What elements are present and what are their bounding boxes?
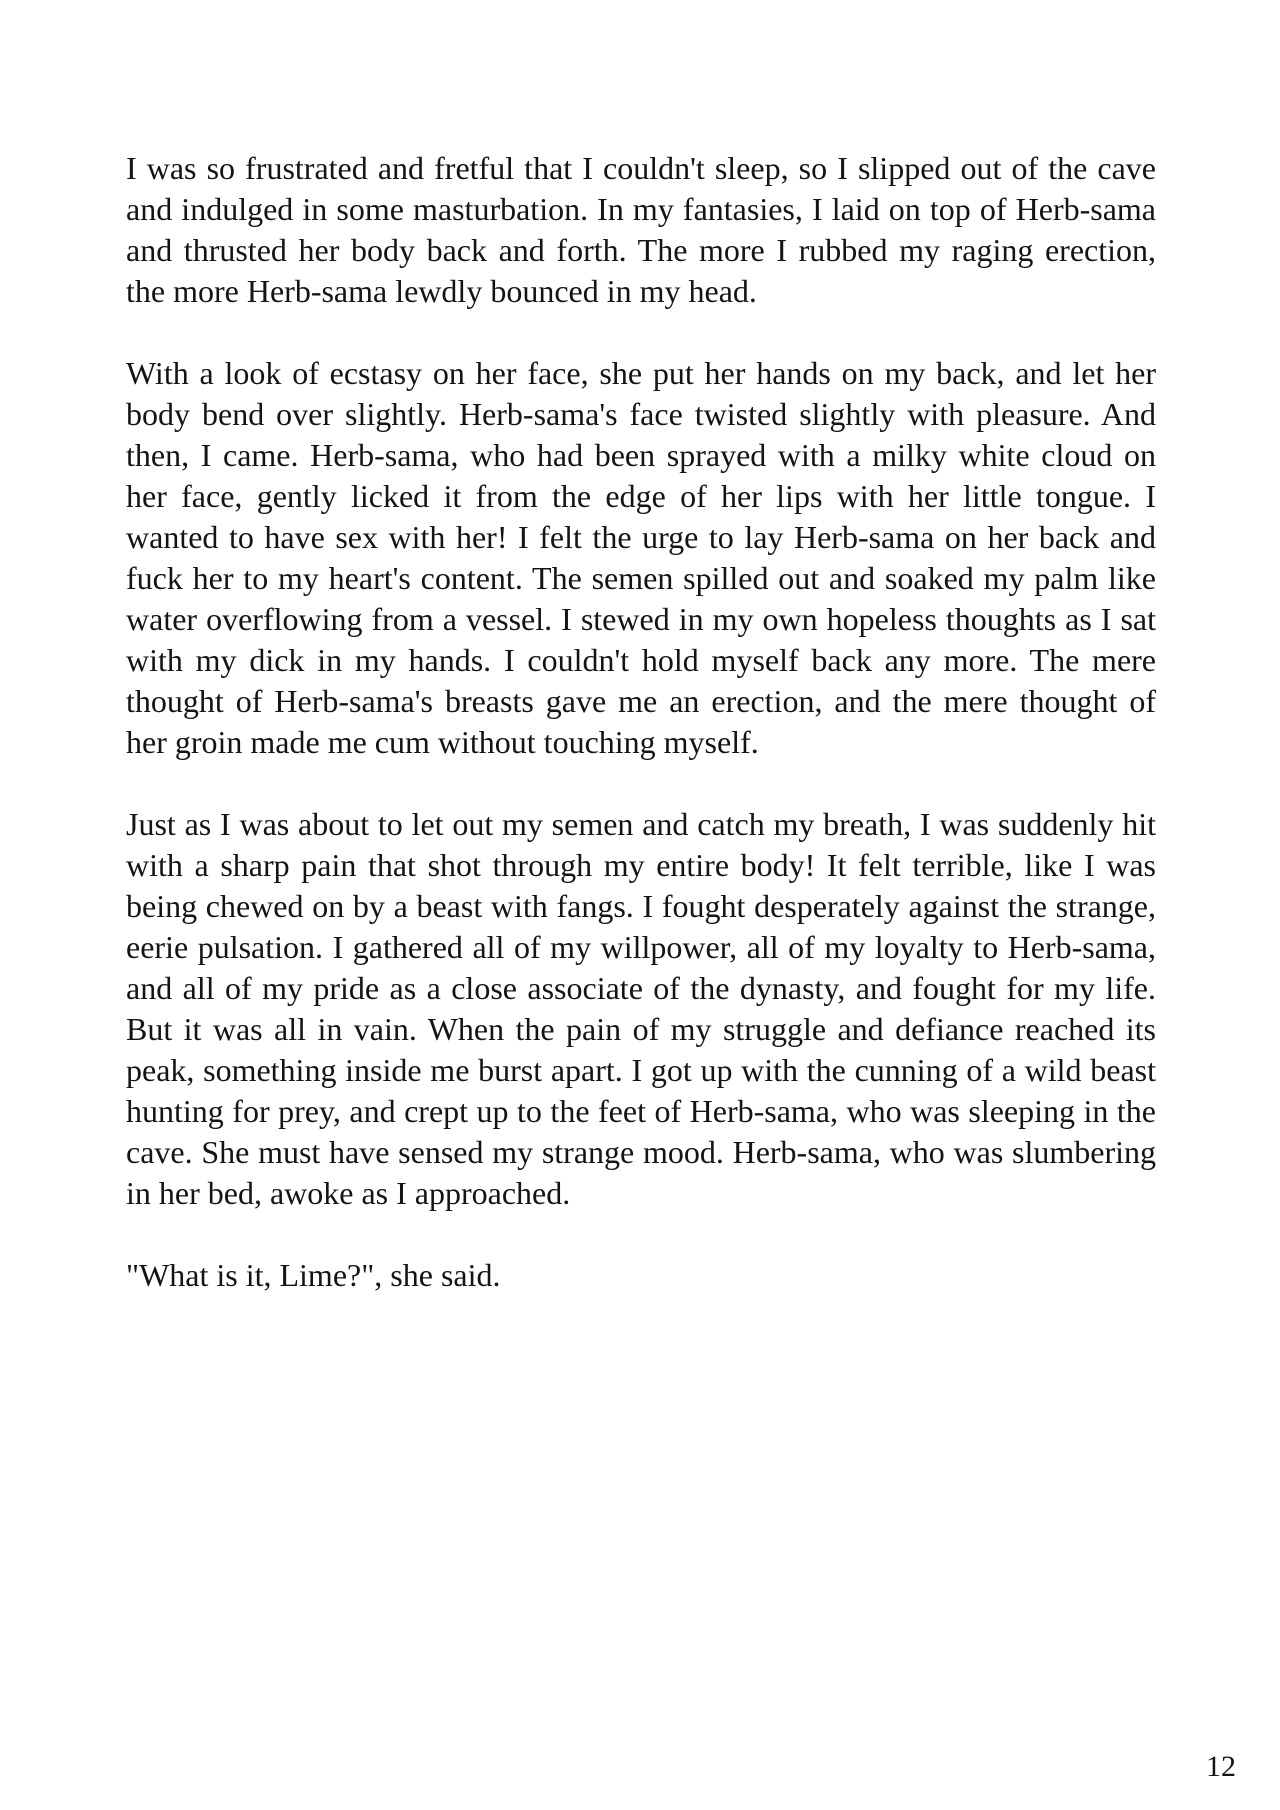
paragraph-2: With a look of ecstasy on her face, she put her hands on my back, and let her body bend over slightly. Herb-sama's face twisted slightly with pleasure. And then, I came. Herb-sama, who had been sprayed with a milky white cloud on her face, gently licked it from the edge of her lips with her little tongue. I wanted to have sex with her! I felt the urge to lay Herb-sama on her back and fuck her to my heart's content. The semen spilled out and soaked my palm like water overflowing from a vessel. I stewed in my own hopeless thoughts as I sat with my dick in my hands. I couldn't hold myself back any more. The mere thought of Herb-sama's breasts gave me an erection, and the mere thought of her groin made me cum without touching myself. bbox=[126, 355, 1156, 760]
paragraph-4: "What is it, Lime?", she said. bbox=[126, 1257, 501, 1293]
page-number: 12 bbox=[1206, 1750, 1236, 1783]
paragraph-1: I was so frustrated and fretful that I couldn't sleep, so I slipped out of the cave and indulged in some masturbation. In my fantasies, I laid on top of Herb-sama and thrusted her body back and forth. The more I rubbed my raging erection, the more Herb-sama lewdly bounced in my head. bbox=[126, 150, 1156, 309]
paragraph-3: Just as I was about to let out my semen and catch my breath, I was suddenly hit with a sharp pain that shot through my entire body! It felt terrible, like I was being chewed on by a beast with fangs. I fought desperately against the strange, eerie pulsation. I gathered all of my willpower, all of my loyalty to Herb-sama, and all of my pride as a close associate of the dynasty, and fought for my life. But it was all in vain. When the pain of my struggle and defiance reached its peak, something inside me burst apart. I got up with the cunning of a wild beast hunting for prey, and crept up to the feet of Herb-sama, who was sleeping in the cave. She must have sensed my strange mood. Herb-sama, who was slumbering in her bed, awoke as I approached. bbox=[126, 806, 1156, 1211]
page-text-column bbox=[126, 148, 1156, 1296]
